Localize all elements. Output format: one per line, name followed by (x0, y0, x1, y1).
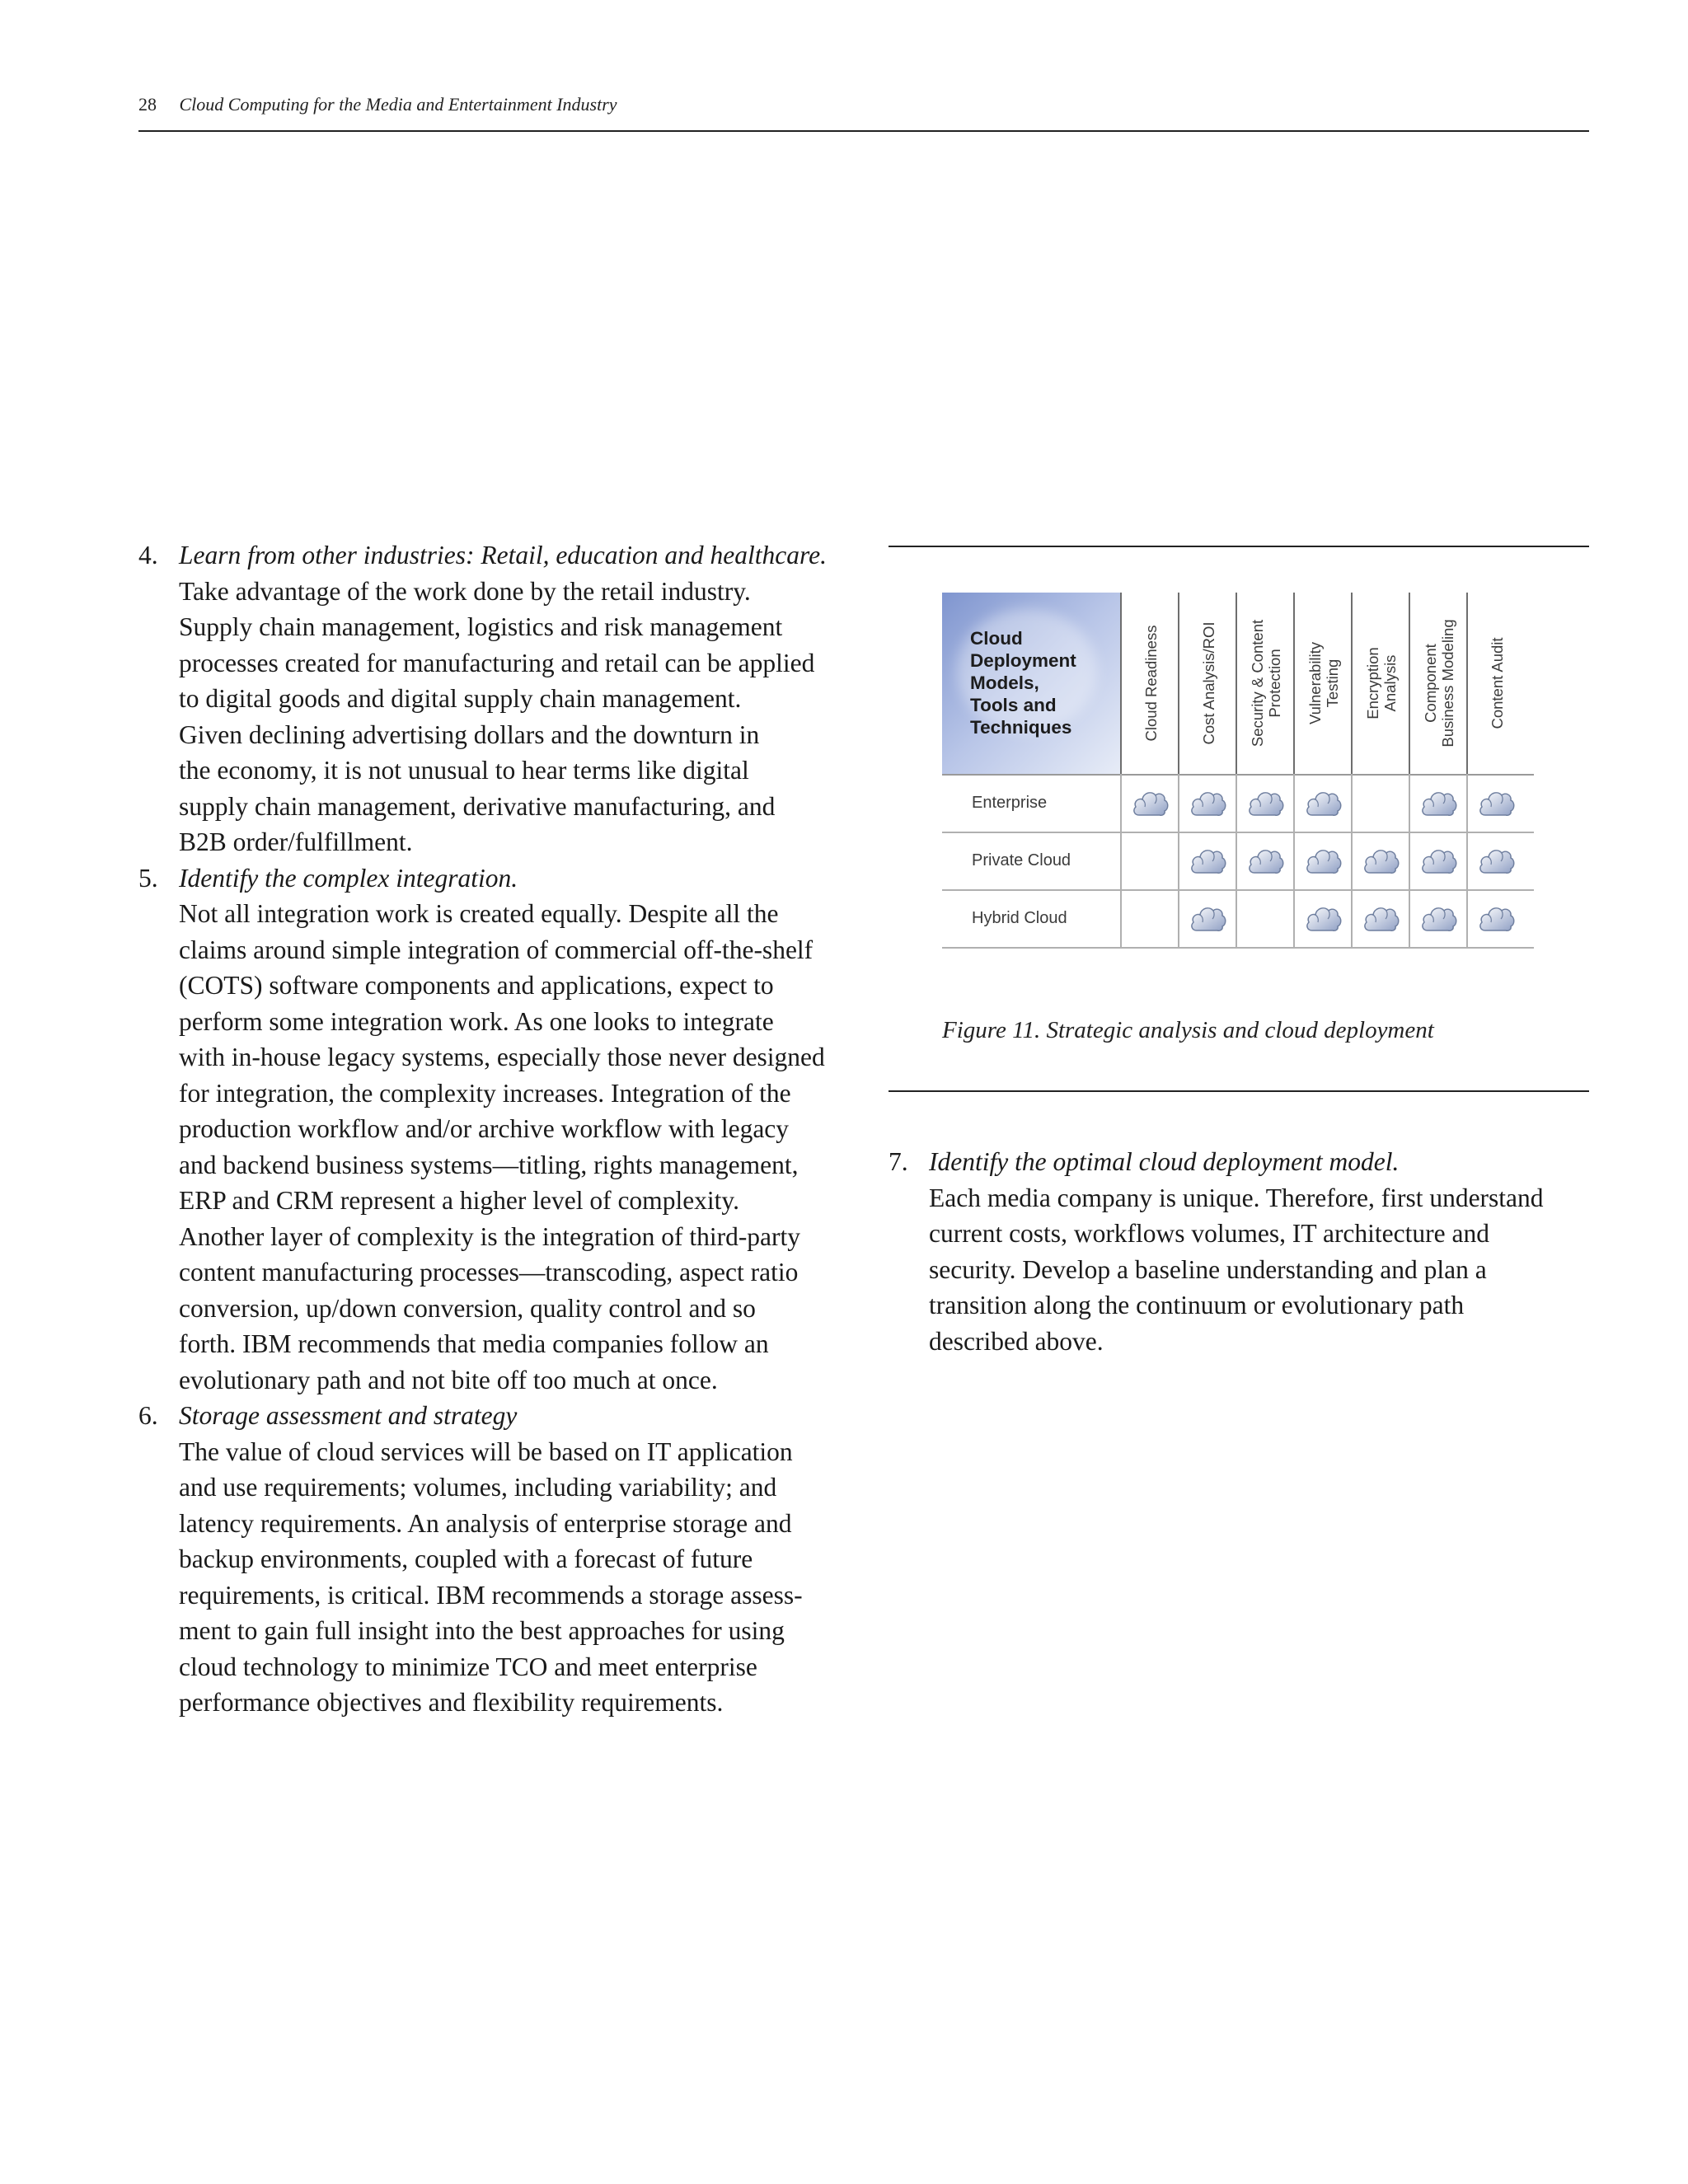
cell-marked (1409, 889, 1466, 947)
cell-marked (1178, 889, 1236, 947)
right-column (889, 1144, 1597, 1359)
column-header-label: Security & Content Protection (1249, 619, 1283, 748)
item-number: 4. (138, 541, 158, 569)
figure-row (942, 889, 1534, 949)
column-header-label: Component Business Modeling (1422, 619, 1456, 748)
cell-marked (1236, 832, 1293, 889)
column-header (1178, 593, 1237, 774)
header-rule (138, 130, 1589, 132)
row-label: Enterprise (972, 794, 1048, 812)
cell-marked (1351, 889, 1409, 947)
figure-bottom-rule (889, 1090, 1589, 1092)
list-item (138, 537, 864, 860)
item-heading: Identify the optimal cloud deployment model. (929, 1147, 1400, 1176)
figure-caption: Figure 11. Strategic analysis and cloud deployment (942, 1017, 1434, 1043)
running-header (138, 94, 617, 115)
cell-marked (1351, 832, 1409, 889)
row-label: Private Cloud (972, 851, 1071, 869)
cell-marked (1466, 774, 1524, 832)
figure-top-rule (889, 546, 1589, 547)
strategy-figure (942, 593, 1534, 949)
column-header (1236, 593, 1295, 774)
column-header-label: Content Audit (1488, 637, 1506, 729)
cell-marked (1178, 774, 1236, 832)
cell-marked (1466, 832, 1524, 889)
cell-marked (1466, 889, 1524, 947)
left-column (138, 537, 864, 1721)
item-heading: Storage assessment and strategy (179, 1401, 518, 1430)
cell-marked (1409, 774, 1466, 832)
cell-marked (1293, 832, 1351, 889)
cell-empty (1236, 889, 1293, 947)
item-text: The value of cloud services will be based on IT application and use requirements; volumes, including variability; and latency requirements. An analysis of enterprise storage and backup environments, coupled with a forecast of future requirements, is critical. IBM recommends a storage assess- ment to gain full insight into the best approaches for using cloud technology to minimize TCO and meet enterprise performance objectives and flexibility requirements. (179, 1436, 803, 1717)
column-header (1293, 593, 1353, 774)
cell-empty (1120, 832, 1178, 889)
item-number: 5. (138, 863, 158, 893)
figure-corner-title: Cloud Deployment Models, Tools and Techniques (970, 628, 1076, 738)
figure-row (942, 832, 1534, 891)
column-header-label: Cloud Readiness (1142, 625, 1160, 742)
item-number: 6. (138, 1401, 158, 1430)
item-number: 7. (889, 1147, 908, 1176)
cell-marked (1293, 774, 1351, 832)
cell-marked (1178, 832, 1236, 889)
cell-marked (1409, 832, 1466, 889)
figure-row (942, 774, 1534, 833)
item-heading: Identify the complex integration. (179, 863, 518, 893)
running-title: Cloud Computing for the Media and Entertainment Industry (179, 94, 617, 115)
column-header (1409, 593, 1468, 774)
column-header (1466, 593, 1526, 774)
list-item (138, 860, 864, 1399)
item-heading: Learn from other industries: Retail, education and healthcare. (179, 541, 827, 569)
column-header (1120, 593, 1179, 774)
figure-corner (942, 593, 1120, 774)
list-item (138, 1398, 864, 1721)
column-header-label: Encryption Analysis (1364, 647, 1399, 719)
cell-marked (1293, 889, 1351, 947)
list-item (889, 1144, 1597, 1359)
item-text: Not all integration work is created equally. Despite all the claims around simple integration of commercial off-the-shelf (COTS) software components and applications, expect to perform some integration work. As one looks to integrate with in-house legacy systems, especially those never designed for integration, the complexity increases. Integration of the production workflow and/or archive workflow with legacy and backend business systems—titling, rights management, ERP and CRM represent a higher level of complexity. Another layer of complexity is the integration of third-party content manufacturing processes—transcoding, aspect ratio conversion, up/down conversion, quality control and so forth. IBM recommends that media companies follow an evolutionary path and not bite off too much at once. (179, 899, 825, 1394)
cell-empty (1351, 774, 1409, 832)
item-text: Take advantage of the work done by the retail industry. Supply chain management, logistics and risk management processes created for manufacturing and retail can be applied to digital goods and digital supply chain management. Given declining advertising dollars and the downturn in the economy, it is not unusual to hear terms like digital supply chain management, derivative manufacturing, and B2B order/fulfillment. (179, 576, 815, 856)
column-header-label: Cost Analysis/ROI (1199, 621, 1217, 745)
column-header-label: Vulnerability Testing (1306, 641, 1341, 725)
cell-marked (1236, 774, 1293, 832)
page-number: 28 (138, 94, 157, 115)
cell-empty (1120, 889, 1178, 947)
column-header (1351, 593, 1410, 774)
item-text: Each media company is unique. Therefore, first understand current costs, workflows volumes, IT architecture and security. Develop a baseline understanding and plan a transition along the continuum or evolutionary path described above. (929, 1183, 1544, 1356)
cell-marked (1120, 774, 1178, 832)
row-label: Hybrid Cloud (972, 909, 1067, 927)
